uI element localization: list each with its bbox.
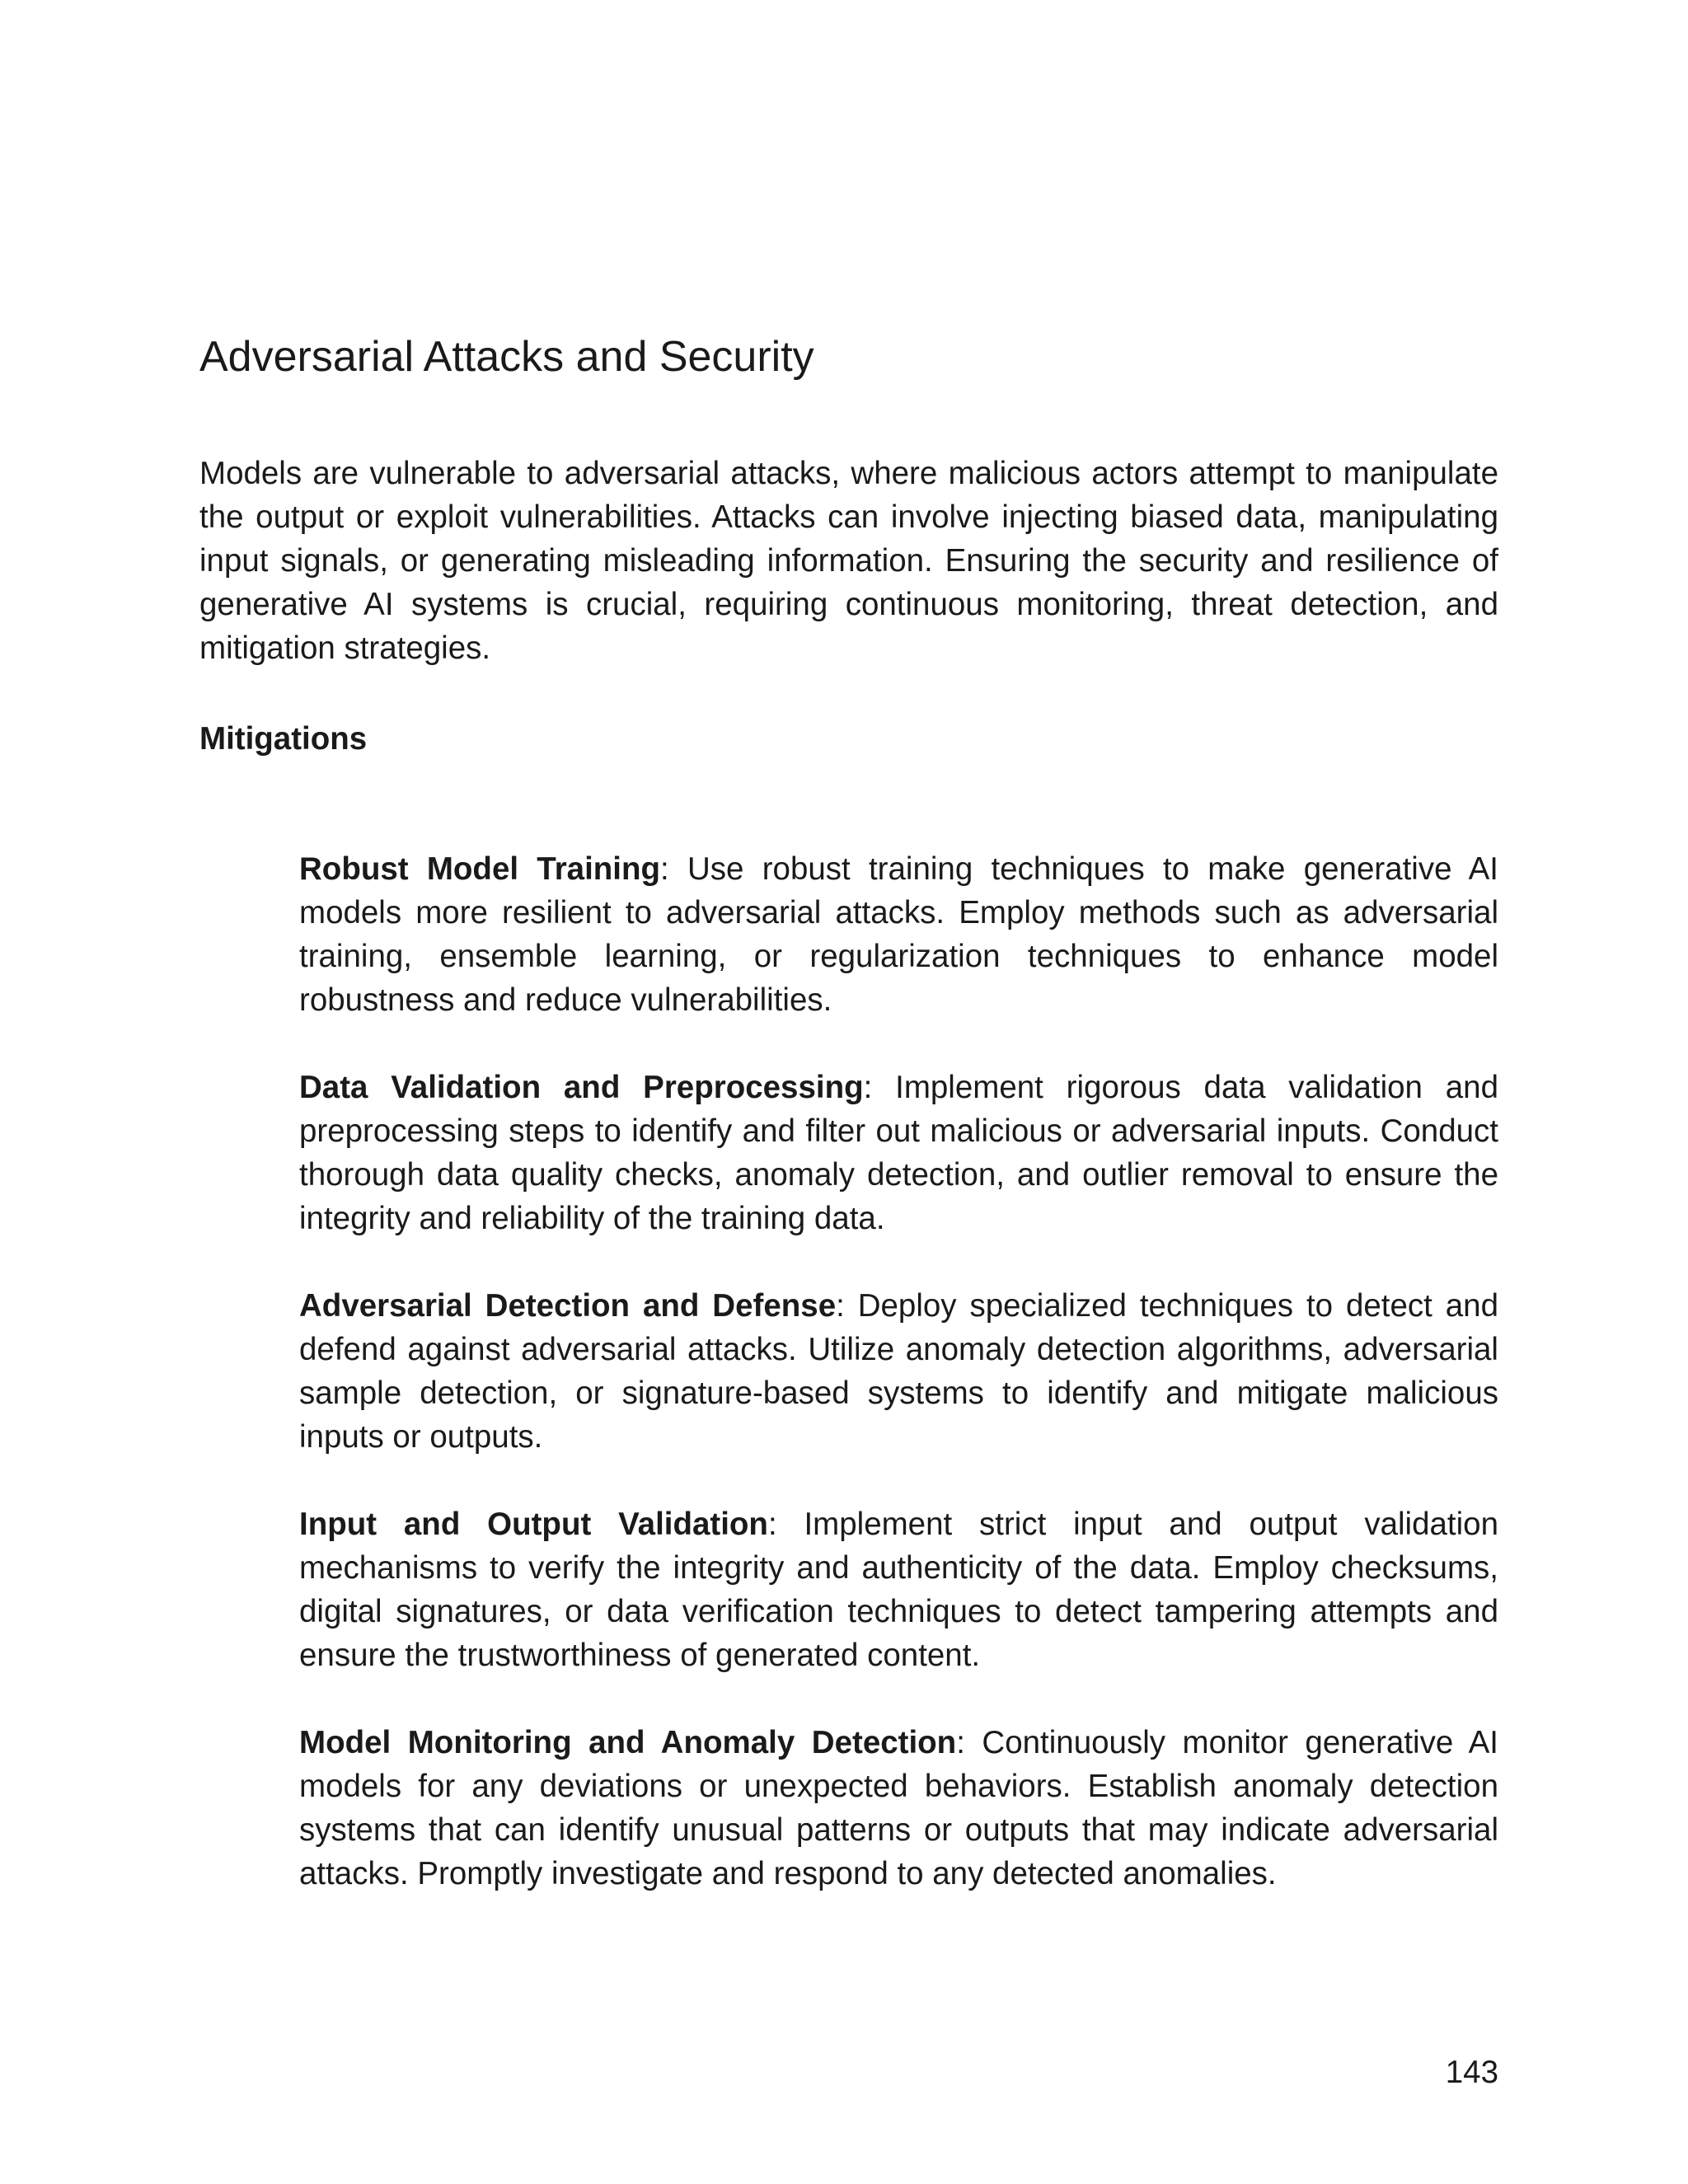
mitigation-text: : Continuously monitor generative AI models for any deviations or unexpected behaviors. Establish anomaly detection systems that can identify unusual patterns or outputs that may indicate adversarial attacks. Promptly investigate and respond to any detected anomalies.	[299, 1725, 1499, 1891]
mitigation-text: : Use robust training techniques to make generative AI models more resilient to adversarial attacks. Employ methods such as adversarial training, ensemble learning, or regularization techniques to enhance model robustness and reduce vulnerabilities.	[299, 851, 1498, 1018]
mitigation-item	[299, 1502, 1498, 1677]
mitigation-term: Adversarial Detection and Defense	[299, 1288, 837, 1324]
mitigation-text: : Deploy specialized techniques to detect and defend against adversarial attacks. Utilize anomaly detection algorithms, adversarial sample detection, or signature-based systems to identify and mitigate malicious inputs or outputs.	[299, 1288, 1498, 1455]
mitigation-item	[299, 1284, 1498, 1459]
mitigation-item	[299, 847, 1498, 1022]
section-title: Adversarial Attacks and Security	[199, 333, 814, 381]
mitigation-text: : Implement strict input and output validation mechanisms to verify the integrity and authenticity of the data. Employ checksums, digital signatures, or data verification techniques to detect tampering attempts and ensure the trustworthiness of generated content.	[299, 1507, 1498, 1673]
mitigation-text: : Implement rigorous data validation and preprocessing steps to identify and filter out malicious or adversarial inputs. Conduct thorough data quality checks, anomaly detection, and outlier removal to ensure the integrity and reliability of the training data.	[299, 1070, 1499, 1236]
mitigations-list	[299, 847, 1498, 1939]
mitigation-item	[299, 1721, 1498, 1896]
mitigations-heading: Mitigations	[199, 721, 368, 757]
mitigation-term: Model Monitoring and Anomaly Detection	[299, 1725, 957, 1760]
mitigation-term: Input and Output Validation	[299, 1507, 768, 1542]
mitigation-term: Data Validation and Preprocessing	[299, 1070, 864, 1105]
page-number: 143	[1445, 2055, 1498, 2090]
intro-paragraph: Models are vulnerable to adversarial attacks, where malicious actors attempt to manipulate the output or exploit vulnerabilities. Attacks can involve injecting biased data, manipulating input signals, or generating misleading information. Ensuring the security and resilience of generative AI systems is crucial, requiring continuous monitoring, threat detection, and mitigation strategies.	[199, 456, 1498, 666]
mitigation-term: Robust Model Training	[299, 851, 661, 887]
mitigation-item	[299, 1066, 1498, 1240]
